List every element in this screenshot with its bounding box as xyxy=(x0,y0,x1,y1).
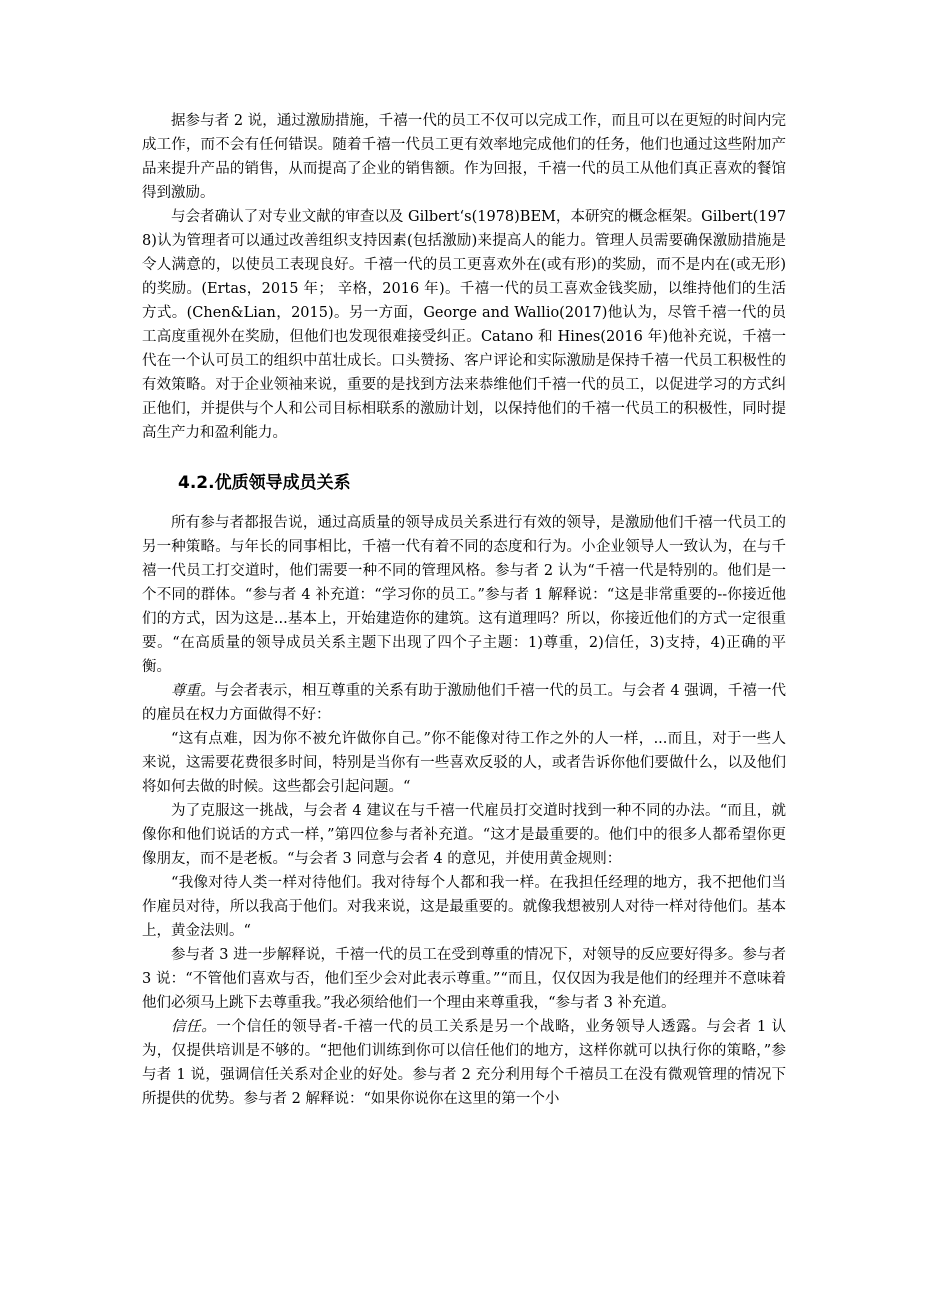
paragraph-respect xyxy=(142,679,786,727)
subtopic-trust-label: 信任。 xyxy=(171,1019,217,1035)
paragraph-literature-review: 与会者确认了对专业文献的审查以及 Gilbert‘s(1978)BEM，本研究的概念框架。Gilbert(1978)认为管理者可以通过改善组织支持因素(包括激励)来提高人的能力。管理人员需要确保激励措施是令人满意的，以使员工表现良好。千禧一代的员工更喜欢外在(或有形)的奖励，而不是内在(或无形)的奖励。(Ertas，2015 年； 辛格，2016 年)。千禧一代的员工喜欢金钱奖励，以维持他们的生活方式。(Chen&Lian，2015)。另一方面，George and Wallio(2017)他认为，尽管千禧一代的员工高度重视外在奖励，但他们也发现很难接受纠正。Catano 和 Hines(2016 年)他补充说，千禧一代在一个认可员工的组织中茁壮成长。口头赞扬、客户评论和实际激励是保持千禧一代员工积极性的有效策略。对于企业领袖来说，重要的是找到方法来恭维他们千禧一代的员工，以促进学习的方式纠正他们，并提供与个人和公司目标相联系的激励计划，以保持他们的千禧一代员工的积极性，同时提高生产力和盈利能力。 xyxy=(142,209,786,441)
document-page xyxy=(142,109,786,1111)
subtopic-respect-label: 尊重。 xyxy=(171,683,215,699)
quote-participant-4: “这有点难，因为你不被允许做你自己。”你不能像对待工作之外的人一样，...而且，对于一些人来说，这需要花费很多时间，特别是当你有一些喜欢反驳的人，或者告诉你他们要做什么，以及他们将如何去做的时候。这些都会引起问题。“ xyxy=(142,731,786,795)
paragraph-leader-member-relations: 所有参与者都报告说，通过高质量的领导成员关系进行有效的领导，是激励他们千禧一代员工的另一种策略。与年长的同事相比，千禧一代有着不同的态度和行为。小企业领导人一致认为，在与千禧一代员工打交道时，他们需要一种不同的管理风格。参与者 2 认为“千禧一代是特别的。他们是一个不同的群体。“参与者 4 补充道：“学习你的员工。”参与者 1 解释说：“这是非常重要的--你接近他们的方式，因为这是...基本上，开始建造你的建筑。这有道理吗？所以，你接近他们的方式一定很重要。“在高质量的领导成员关系主题下出现了四个子主题：1)尊重，2)信任，3)支持，4)正确的平衡。 xyxy=(142,515,786,675)
paragraph-participant-3-respect: 参与者 3 进一步解释说，千禧一代的员工在受到尊重的情况下，对领导的反应要好得多。参与者 3 说：“不管他们喜欢与否，他们至少会对此表示尊重。”“而且，仅仅因为我是他们的经理并不意味着他们必须马上跳下去尊重我。”我必须给他们一个理由来尊重我，“参与者 3 补充道。 xyxy=(142,947,786,1011)
paragraph-incentive-results: 据参与者 2 说，通过激励措施，千禧一代的员工不仅可以完成工作，而且可以在更短的时间内完成工作，而不会有任何错误。随着千禧一代员工更有效率地完成他们的任务，他们也通过这些附加产品来提升产品的销售，从而提高了企业的销售额。作为回报，千禧一代的员工从他们真正喜欢的餐馆得到激励。 xyxy=(142,113,786,201)
paragraph-trust-text: 一个信任的领导者-千禧一代的员工关系是另一个战略，业务领导人透露。与会者 1 认为，仅提供培训是不够的。“把他们训练到你可以信任他们的地方，这样你就可以执行你的策略，”参与者 1 说，强调信任关系对企业的好处。参与者 2 充分利用每个千禧员工在没有微观管理的情况下所提供的优势。参与者 2 解释说：“如果你说你在这里的第一个小 xyxy=(142,1019,787,1107)
paragraph-different-approach: 为了克服这一挑战，与会者 4 建议在与千禧一代雇员打交道时找到一种不同的办法。“而且，就像你和他们说话的方式一样，”第四位参与者补充道。“这才是最重要的。他们中的很多人都希望你更像朋友，而不是老板。“与会者 3 同意与会者 4 的意见，并使用黄金规则： xyxy=(142,803,786,867)
paragraph-respect-text: 与会者表示，相互尊重的关系有助于激励他们千禧一代的员工。与会者 4 强调，千禧一代的雇员在权力方面做得不好： xyxy=(142,683,786,723)
section-heading: 4.2.优质领导成员关系 xyxy=(178,473,351,493)
quote-participant-3-golden-rule: “我像对待人类一样对待他们。我对待每个人都和我一样。在我担任经理的地方，我不把他们当作雇员对待，所以我高于他们。对我来说，这是最重要的。就像我想被别人对待一样对待他们。基本上，黄金法则。“ xyxy=(142,875,786,939)
paragraph-trust xyxy=(142,1015,786,1111)
